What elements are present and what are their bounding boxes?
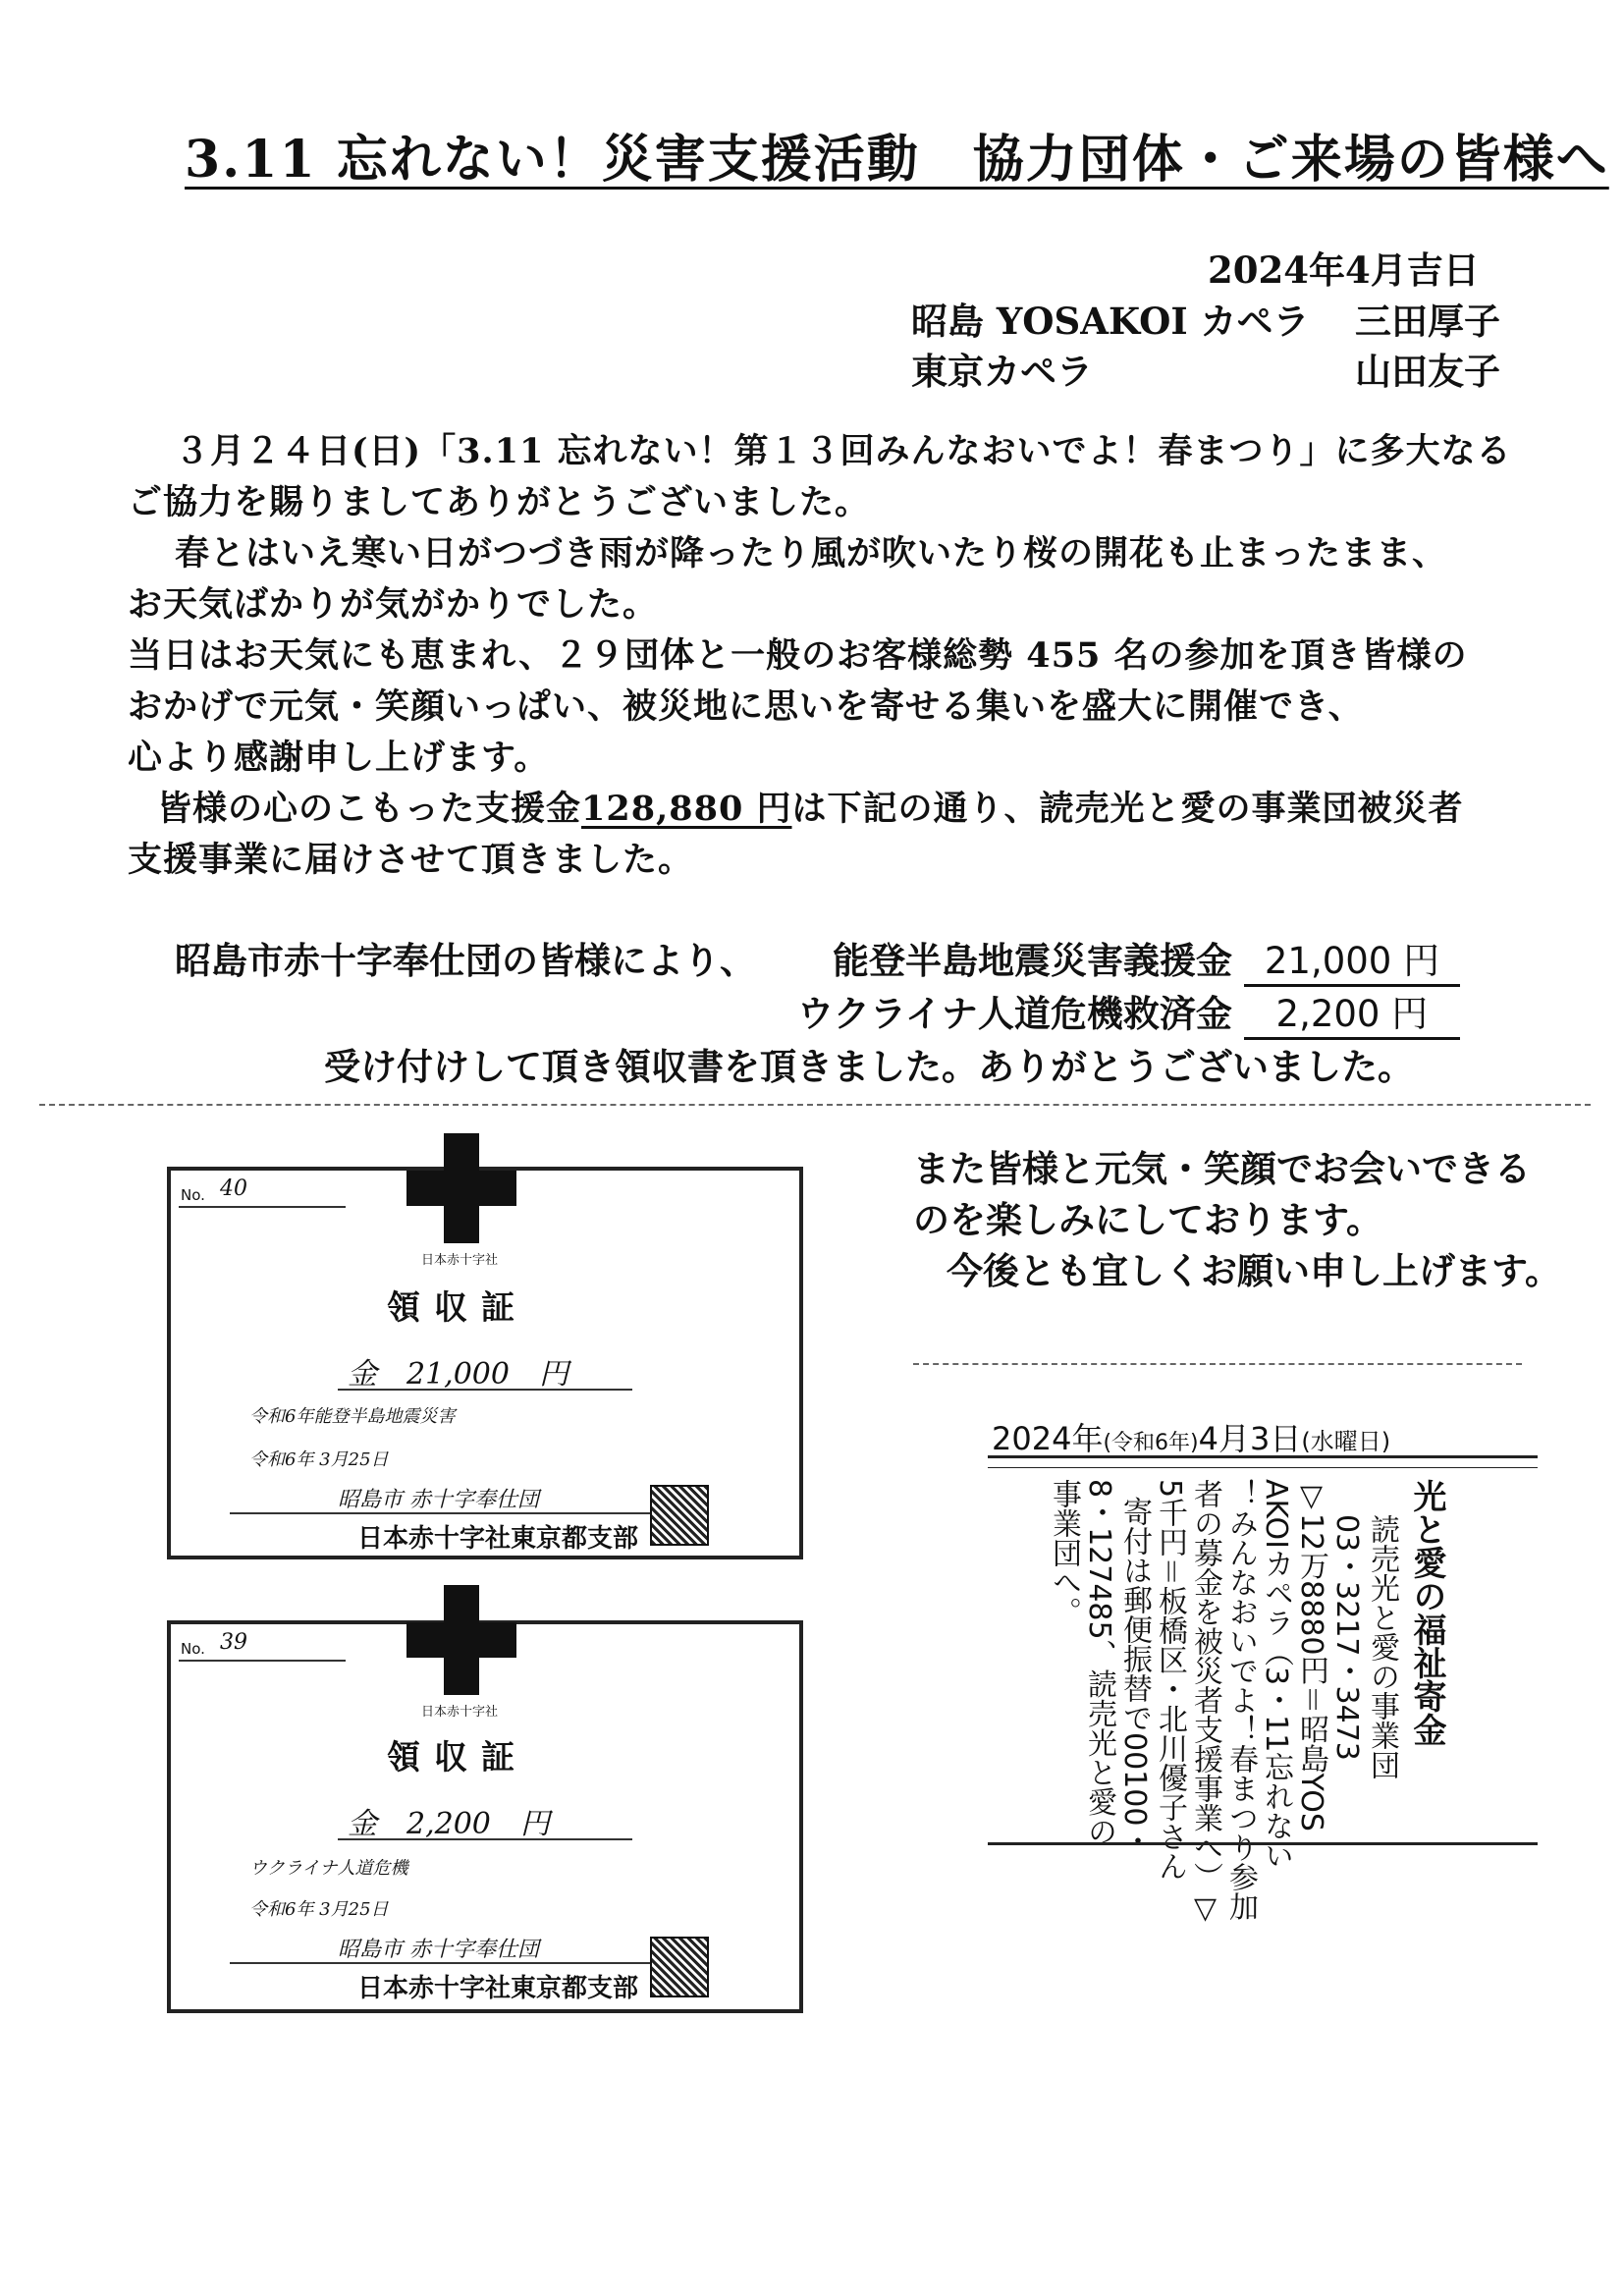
red-cross-icon-bar [406,1171,516,1206]
receipt-2-amount: 金 2,200 円 [348,1807,550,1841]
receipt-2-no-label: No. [181,1640,205,1658]
receipt-2 [167,1620,803,2013]
article-col-9: 8・127485、読売光と愛の [1082,1479,1116,1846]
receipt-2-title: 領収証 [387,1738,528,1777]
receipt-2-payer-line [230,1962,701,1964]
sender-org-2: 東京カペラ [911,350,1093,393]
receipt-1-no: 40 [220,1176,247,1201]
body-line-8 [157,782,1464,831]
receipt-1-date: 令和6年 3月25日 [249,1449,389,1470]
article-col-5: ！みんなおいでよ！春まつり参加 [1223,1479,1258,1921]
newspaper-date-dow: (水曜日) [1301,1428,1391,1455]
donation-label-2: ウクライナ人道危機救済金 [797,992,1232,1035]
donation-label-1: 能登半島地震災害義援金 [833,939,1232,982]
body-line-9: 支援事業に届けさせて頂きました。 [128,840,694,880]
receipt-1-no-label: No. [181,1186,205,1204]
receipt-2-amount-line [338,1838,632,1840]
support-amount: 128,880 円 [581,789,792,829]
red-cross-icon-bar [406,1622,516,1658]
article-col-3: ▽12万8880円＝昭島YOS [1294,1479,1328,1831]
receipt-1-payer: 昭島市 赤十字奉仕団 [338,1488,539,1512]
article-col-7: 5千円＝板橋区・北川優子さん [1153,1479,1187,1882]
closing-line-3: 今後とも宜しくお願い申し上げます。 [947,1249,1562,1292]
donation-intro: 昭島市赤十字奉仕団の皆様により、 [175,939,756,982]
sender-org-1: 昭島 YOSAKOI カペラ [911,300,1310,343]
body-line-4: お天気ばかりが気がかりでした。 [128,584,659,625]
receipt-1-purpose: 令和6年能登半島地震災害 [249,1406,456,1427]
letter-date: 2024年4月吉日 [1208,248,1480,292]
newspaper-top-rule-2 [988,1467,1538,1468]
article-headline: 光と愛の福祉寄金 [1407,1479,1446,1746]
body-line-5: 当日はお天気にも恵まれ、２９団体と一般のお客様総勢 455 名の参加を頂き皆様の [128,635,1468,676]
body-line-8-post: は下記の通り、読売光と愛の事業団被災者 [791,789,1464,829]
receipt-1-payer-line [230,1512,701,1514]
receipt-1-org: 日本赤十字社 [421,1253,499,1268]
article-col-1: 読売光と愛の事業団 [1365,1514,1399,1779]
article-col-2: 03・3217・3473 [1329,1514,1364,1761]
receipt-1-no-line [179,1206,346,1208]
article-col-6: 者の募金を被災者支援事業へ）▽ [1188,1479,1222,1926]
separator-line [39,1104,1591,1106]
receipt-2-payer: 昭島市 赤十字奉仕団 [338,1938,539,1962]
newspaper-article [1031,1479,1446,1926]
receipt-2-org: 日本赤十字社 [421,1705,499,1720]
page-title: 3.11 忘れない！災害支援活動 協力団体・ご来場の皆様へ [185,130,1609,190]
newspaper-date-year: 2024年 [992,1420,1104,1457]
receipt-2-no: 39 [220,1630,247,1655]
body-line-3: 春とはいえ寒い日がつづき雨が降ったり風が吹いたり桜の開花も止まったまま、 [175,533,1448,574]
newspaper-date-era: (令和6年) [1103,1431,1199,1455]
closing-line-2: のを楽しみにしております。 [913,1198,1383,1241]
receipt-1-issuer: 日本赤十字社東京都支部 [357,1524,639,1554]
newspaper-date-text [992,1414,1542,1459]
receipt-1-stamp-icon [650,1485,709,1546]
body-line-1: ３月２４日(日)「3.11 忘れない！第１３回みんなおいでよ！春まつり」に多大なる [175,431,1512,471]
closing-separator [913,1363,1522,1365]
sender-name-1: 三田厚子 [1355,300,1500,343]
receipt-1-amount: 金 21,000 円 [348,1357,568,1392]
body-line-7: 心より感謝申し上げます。 [128,738,550,778]
receipt-2-date: 令和6年 3月25日 [249,1899,389,1920]
body-line-8-pre: 皆様の心のこもった支援金 [157,789,582,829]
body-line-2: ご協力を賜りましてありがとうございました。 [128,482,871,522]
donation-row-2 [797,984,1460,1040]
body-line-6: おかげで元気・笑顔いっぱい、被災地に思いを寄せる集いを盛大に開催でき、 [128,686,1364,727]
newspaper-top-rule [988,1455,1538,1458]
article-col-10: 事業団へ。 [1047,1479,1081,1626]
newspaper-date [992,1414,1542,1459]
donation-row-1 [833,931,1460,987]
article-col-8: 寄付は郵便振替で00100・ [1117,1497,1152,1856]
donation-thanks: 受け付けして頂き領収書を頂きました。ありがとうございました。 [324,1045,1414,1088]
sender-name-2: 山田友子 [1355,350,1500,393]
donation-amount-1: 21,000 円 [1244,931,1460,987]
receipt-2-purpose: ウクライナ人道危機 [249,1858,408,1879]
receipt-1 [167,1167,803,1559]
newspaper-bottom-rule [988,1842,1538,1845]
receipt-1-title: 領収証 [387,1288,528,1328]
donation-amount-2: 2,200 円 [1244,984,1460,1040]
receipt-2-issuer: 日本赤十字社東京都支部 [357,1974,639,2003]
article-col-4: AKOIカペラ（3・11忘れない [1259,1479,1293,1871]
receipt-1-amount-line [338,1389,632,1391]
closing-line-1: また皆様と元気・笑顔でお会いできる [913,1147,1531,1190]
newspaper-date-md: 4月3日 [1198,1420,1302,1457]
receipt-2-no-line [179,1660,346,1662]
receipt-2-stamp-icon [650,1937,709,1997]
